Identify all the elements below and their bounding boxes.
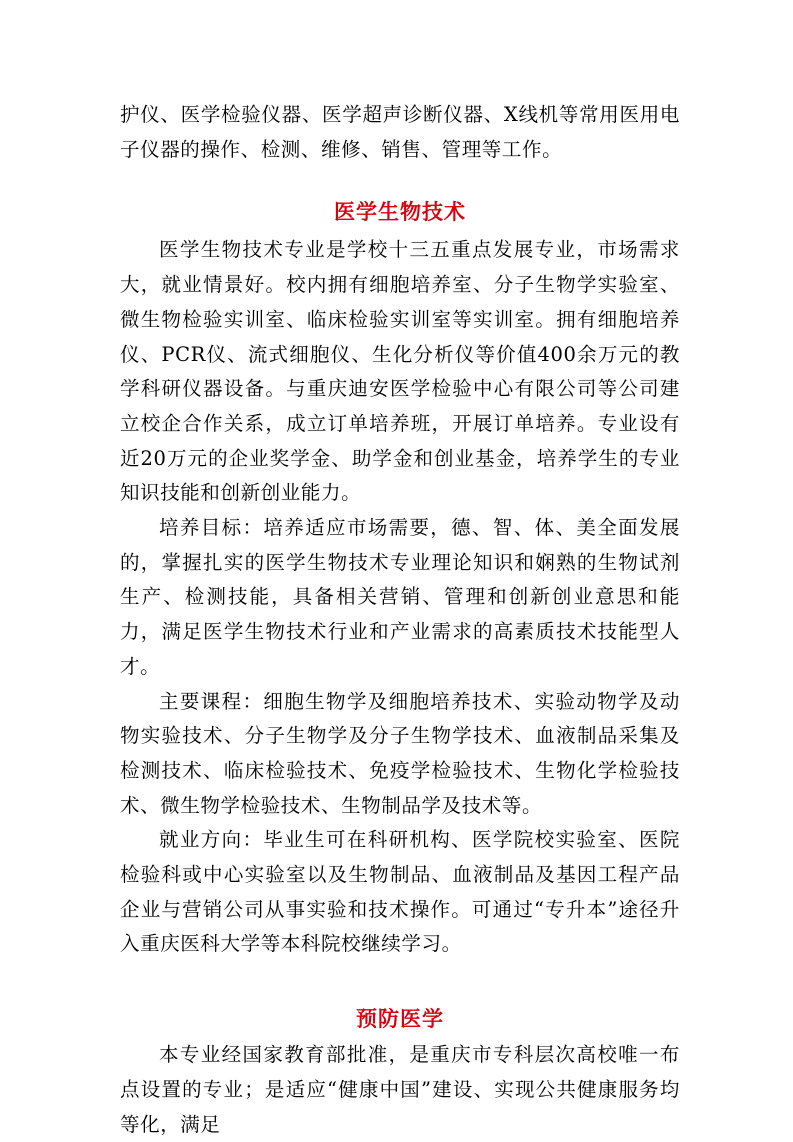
biotech-employment-paragraph: 就业方向：毕业生可在科研机构、医学院校实验室、医院检验科或中心实验室以及生物制品、血液制品及基因工程产品企业与营销公司从事实验和技术操作。可通过“专升本”途径升入重庆医科大学等本科院校继续学习。	[120, 828, 680, 956]
biotech-courses-paragraph: 主要课程：细胞生物学及细胞培养技术、实验动物学及动物实验技术、分子生物学及分子生物学技术、血液制品采集及检测技术、临床检验技术、免疫学检验技术、生物化学检验技术、微生物学检验技术、生物制品学及技术等。	[120, 689, 680, 817]
preventive-medicine-paragraph: 本专业经国家教育部批准，是重庆市专科层次高校唯一布点设置的专业；是适应“健康中国”建设、实现公共健康服务均等化，满足	[120, 1043, 680, 1136]
document-body	[120, 98, 680, 1142]
biotech-overview-paragraph: 医学生物技术专业是学校十三五重点发展专业，市场需求大，就业情景好。校内拥有细胞培养室、分子生物学实验室、微生物检验实训室、临床检验实训室等实训室。拥有细胞培养仪、PCR仪、流式细胞仪、生化分析仪等价值400余万元的教学科研仪器设备。与重庆迪安医学检验中心有限公司等公司建立校企合作关系，成立订单培养班，开展订单培养。专业设有近20万元的企业奖学金、助学金和创业基金，培养学生的专业知识技能和创新创业能力。	[120, 238, 680, 505]
section-heading-preventive-medicine: 预防医学	[356, 1006, 444, 1032]
section-heading-medical-biotech: 医学生物技术	[334, 199, 466, 225]
biotech-goal-paragraph: 培养目标：培养适应市场需要，德、智、体、美全面发展的，掌握扎实的医学生物技术专业理论知识和娴熟的生物试剂生产、检测技能，具备相关营销、管理和创新创业意思和能力，满足医学生物技术行业和产业需求的高素质技术技能型人才。	[120, 516, 680, 678]
intro-paragraph: 护仪、医学检验仪器、医学超声诊断仪器、X线机等常用医用电子仪器的操作、检测、维修、销售、管理等工作。	[120, 103, 680, 161]
